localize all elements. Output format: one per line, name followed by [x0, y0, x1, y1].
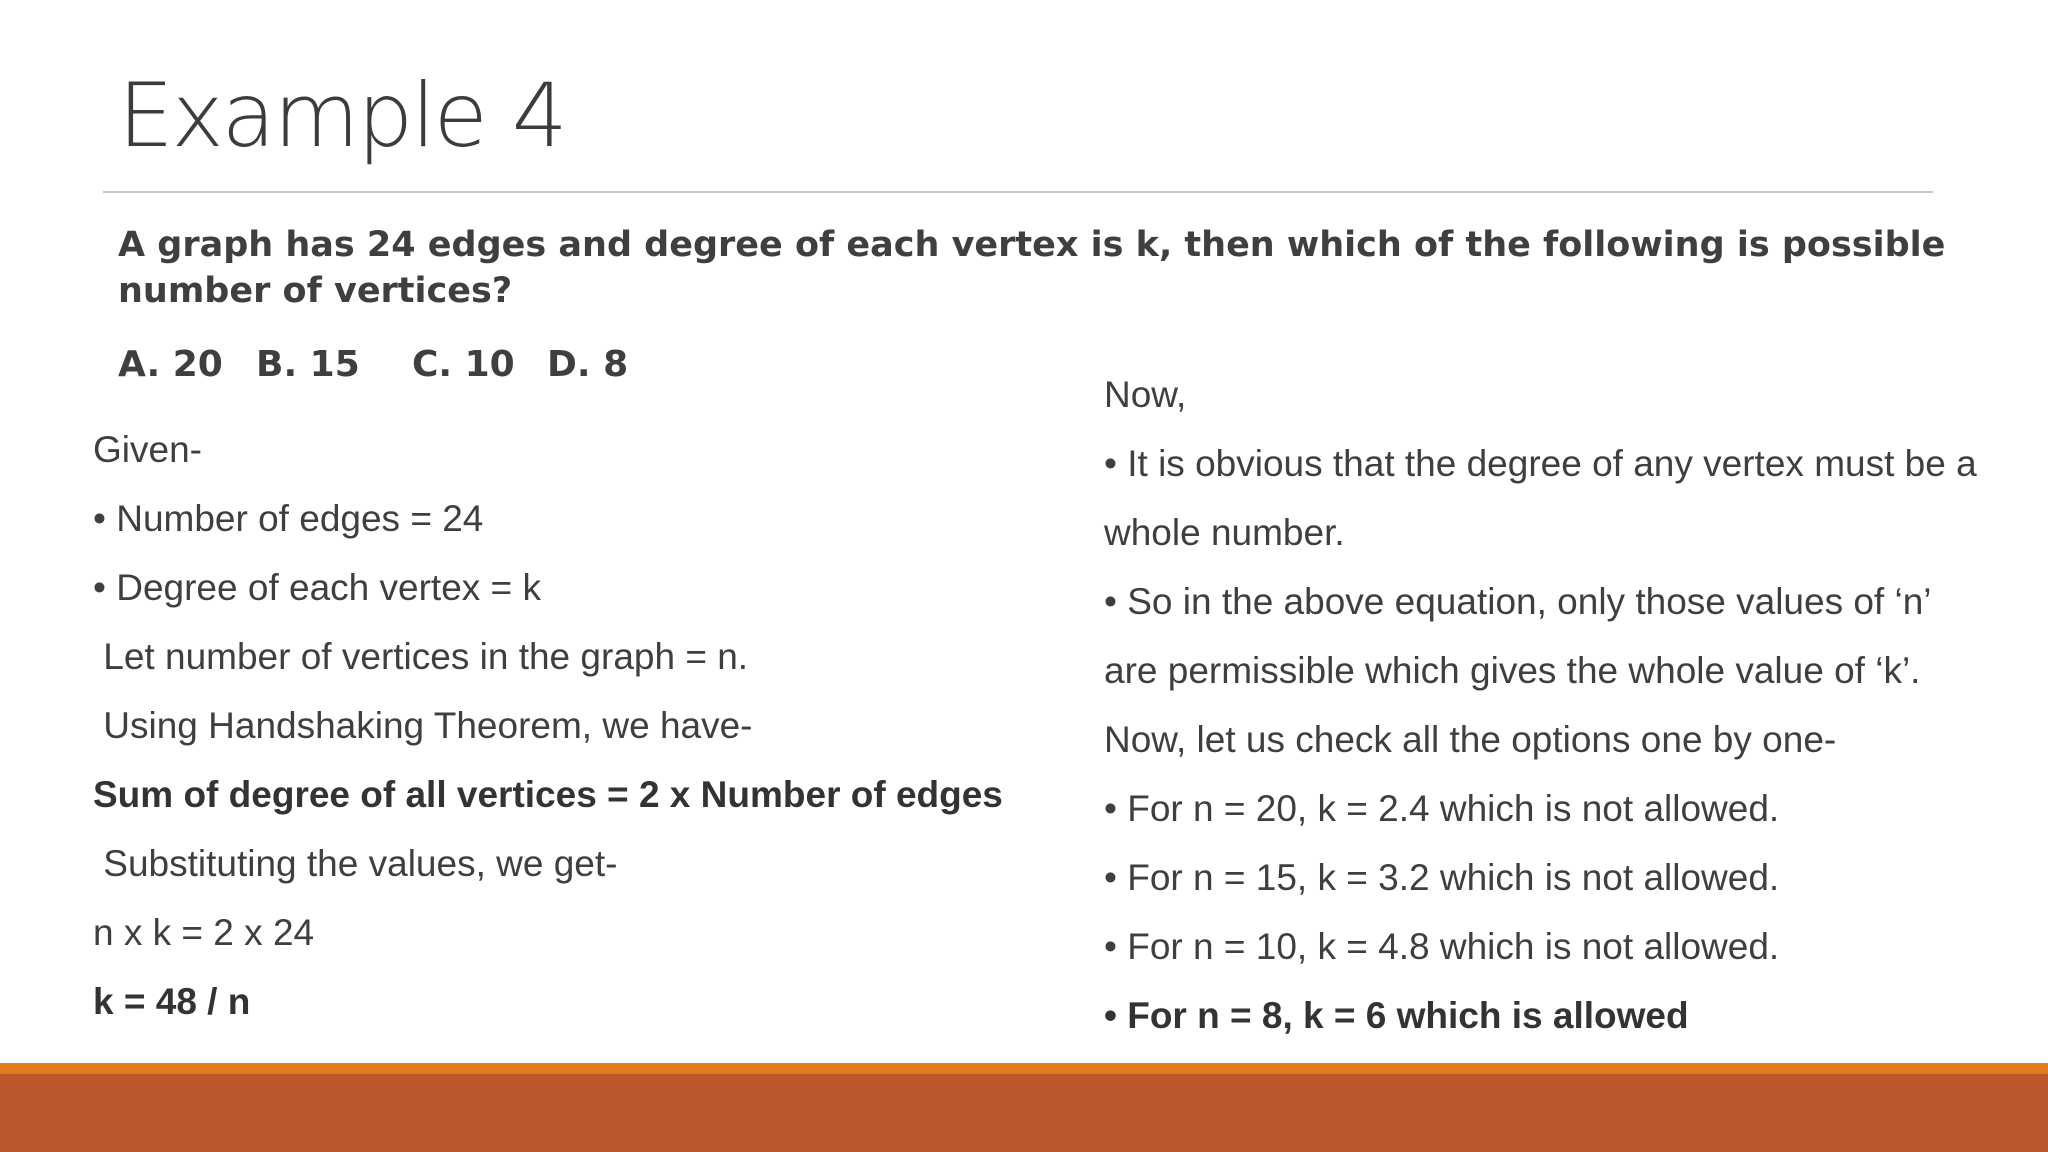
permissible-line1: • So in the above equation, only those values of ‘n’	[1104, 581, 1932, 622]
degree-whole-line1: • It is obvious that the degree of any vertex must be a	[1104, 443, 1977, 484]
handshaking-theorem: Sum of degree of all vertices = 2 x Number of edges	[93, 774, 1003, 815]
option-a: A. 20	[118, 344, 223, 385]
slide-title: Example 4	[118, 64, 566, 167]
let-vertices: Let number of vertices in the graph = n.	[93, 636, 749, 677]
now-heading: Now,	[1104, 374, 1187, 415]
title-divider	[103, 191, 1933, 193]
degree-whole-line2: whole number.	[1104, 512, 1345, 553]
check-n20: • For n = 20, k = 2.4 which is not allowed.	[1104, 788, 1780, 829]
option-c: C. 10	[412, 344, 515, 385]
given-heading: Given-	[93, 429, 202, 470]
check-n10: • For n = 10, k = 4.8 which is not allowed.	[1104, 926, 1780, 967]
footer-bar	[0, 1074, 2048, 1152]
given-degree: • Degree of each vertex = k	[93, 567, 541, 608]
given-edges: • Number of edges = 24	[93, 498, 484, 539]
equation-nk: n x k = 2 x 24	[93, 912, 315, 953]
check-n8-answer: • For n = 8, k = 6 which is allowed	[1104, 995, 1689, 1036]
footer-accent-stripe	[0, 1063, 2048, 1074]
check-n15: • For n = 15, k = 3.2 which is not allowed.	[1104, 857, 1780, 898]
option-d: D. 8	[547, 344, 629, 385]
permissible-line2: are permissible which gives the whole value of ‘k’.	[1104, 650, 1921, 691]
option-b: B. 15	[256, 344, 360, 385]
question-text: A graph has 24 edges and degree of each vertex is k, then which of the following is possible number of vertices?	[118, 225, 1946, 311]
equation-k: k = 48 / n	[93, 981, 251, 1022]
substituting-text: Substituting the values, we get-	[93, 843, 618, 884]
handshaking-intro: Using Handshaking Theorem, we have-	[93, 705, 753, 746]
check-options-text: Now, let us check all the options one by one-	[1104, 719, 1837, 760]
